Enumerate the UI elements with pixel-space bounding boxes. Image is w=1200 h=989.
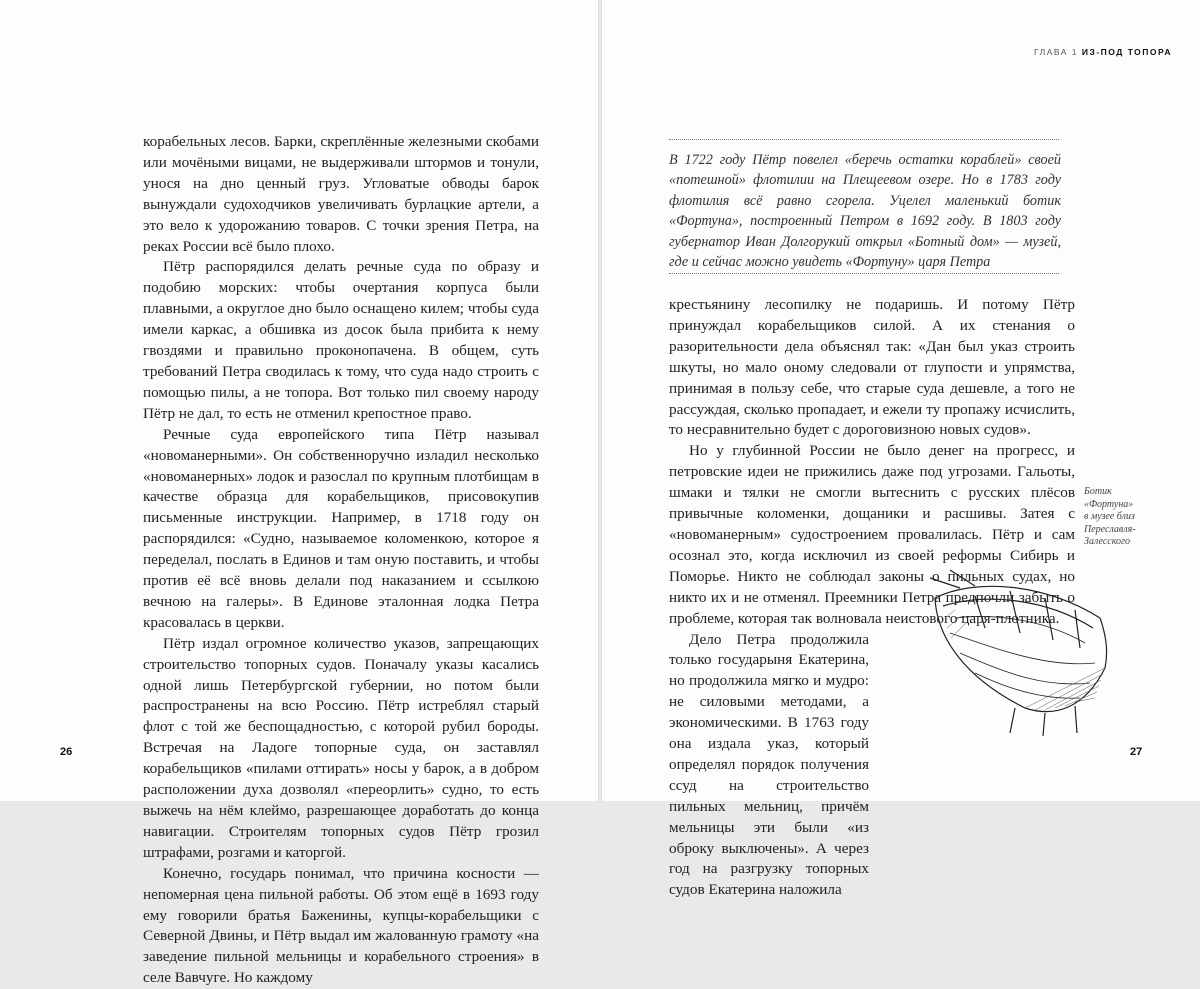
running-head-title: ИЗ-ПОД ТОПОРА bbox=[1081, 47, 1173, 57]
paragraph: корабельных лесов. Барки, скреплённые железными скобами или мочёными вицами, не выдерживали штормов и тонули, унося на дно ценный груз. Угловатые обводы барок вынуждали судоходчиков увеличивать бурлацкие артели, а это вело к удорожанию товаров. С точки зрения Петра, на реках России всё было плохо. bbox=[143, 133, 539, 255]
callout-text: В 1722 году Пётр повелел «беречь остатки кораблей» своей «потешной» флотилии на Плещеевом озере. Но в 1783 году флотилия всё равно сгорела. Уцелел маленький ботик «Фортуна», построенный Петром в 1692 году. В 1803 году губернатор Иван Долгорукий открыл «Ботный дом» — музей, где и сейчас можно увидеть «Фортуну» царя Петра bbox=[669, 152, 1061, 271]
figure-caption bbox=[1084, 486, 1144, 549]
running-head-chapter: ГЛАВА 1 bbox=[1034, 47, 1079, 57]
sidebar-callout bbox=[669, 150, 1061, 272]
boat-illustration bbox=[915, 558, 1115, 738]
running-head bbox=[1034, 47, 1172, 57]
paragraph: крестьянину лесопилку не подаришь. И потому Пётр принуждал корабельщиков силой. А их стенания о разорительности дела объяснял так: «Дан был указ строить шкуты, но мало оному следовали от глупости и упрямства, принимая в пользу себе, что старые суда дешевле, а того не рассуждая, сколько пропадает, и ежели ту пропажу исчислить, то несравнительно будет с дороговизною новых судов». bbox=[669, 296, 1075, 439]
page-number: 27 bbox=[1130, 746, 1143, 758]
paragraph: Пётр издал огромное количество указов, запрещающих строительство топорных судов. Поначалу указы касались одной лишь Петербургской губернии, но потом были распространены на всю Россию. Пётр истреблял старый флот с той же беспощадностью, с которой рубил бороды. Встречая на Ладоге топорные суда, он заставлял корабельщиков «пилами оттирать» носы у барок, а в добром расположении духа дозволял «переорлить» судно, то есть выжечь на нём клеймо, разрешающее доработать до конца навигации. Строителям топорных судов Пётр грозил штрафами, розгами и каторгой. bbox=[143, 634, 539, 861]
caption-line: Ботик bbox=[1084, 486, 1112, 497]
right-page bbox=[602, 0, 1200, 899]
callout-bottom-rule bbox=[669, 273, 1059, 274]
paragraph: Речные суда европейского типа Пётр называл «новоманерными». Он собственноручно изладил несколько «новоманерных» лодок и разослал по крупным плотбищам в качестве образца для корабельщиков, присовокупив письменные инструкции. Например, в 1718 году он распорядился: «Судно, называемое коломенкою, которое я переделал, послать в Единов и там оную поставить, и чтобы против её всё вновь делали под наказанием и ссылкою вечною на галеры». В Единове эталонная лодка Петра красовалась в церкви. bbox=[143, 425, 539, 631]
paragraph: Но у глубинной России не было денег на прогресс, и петровские идеи не прижились даже под угрозами. Гальоты, шмаки и тялки не смогли вытеснить с русских плёсов привычные коломенки, дощаники и расшивы. Затея с «новоманерным» судостроением провалилась. Пётр и сам осознал это, когда исключил из своей реформы Сибирь и Поморье. Никто не соблюдал законы о пильных судах, но никто их и не отменял. Преемники Петра предпочли забыть о проблеме, которая так волновала неистового царя-плотника. bbox=[669, 442, 1075, 627]
caption-line: Переславля- bbox=[1084, 523, 1136, 535]
page-number: 26 bbox=[60, 746, 73, 758]
left-page bbox=[0, 0, 598, 987]
caption-line: «Фортуна» bbox=[1084, 498, 1134, 510]
caption-line: Залесского bbox=[1084, 536, 1130, 548]
caption-line: в музее близ bbox=[1084, 511, 1135, 523]
left-body-text bbox=[143, 132, 539, 989]
paragraph: Дело Петра продолжила только государыня Екатерина, но продолжила мягко и мудро: не силовыми методами, а экономическими. В 1763 году она издала указ, который определял порядок получения ссуд на строительство пильных мельниц, причём мельницы эти были «из оброку выключены». А через год на разгрузку топорных судов Екатерина наложила bbox=[669, 630, 869, 899]
paragraph: Конечно, государь понимал, что причина косности — непомерная цена пильной работы. Об этом ещё в 1693 году ему говорили братья Баженины, купцы-корабельщики с Северной Двины, и Пётр выдал им жалованную грамоту «на заведение пильной мельницы и корабельного строения» в селе Вавчуге. Но каждому bbox=[143, 864, 539, 987]
paragraph: Пётр распорядился делать речные суда по образу и подобию морских: чтобы очертания корпуса были плавными, а округлое дно было оснащено килем; чтобы суда имели каркас, а обшивка из досок была прибита к нему гвоздями и правильно проконопачена. В общем, суть требований Петра сводилась к тому, что суда надо строить с помощью пилы, а не топора. Вот только пил своему народу Пётр не дал, то есть не отменил крепостное право. bbox=[143, 258, 539, 422]
callout-top-rule bbox=[669, 139, 1059, 140]
